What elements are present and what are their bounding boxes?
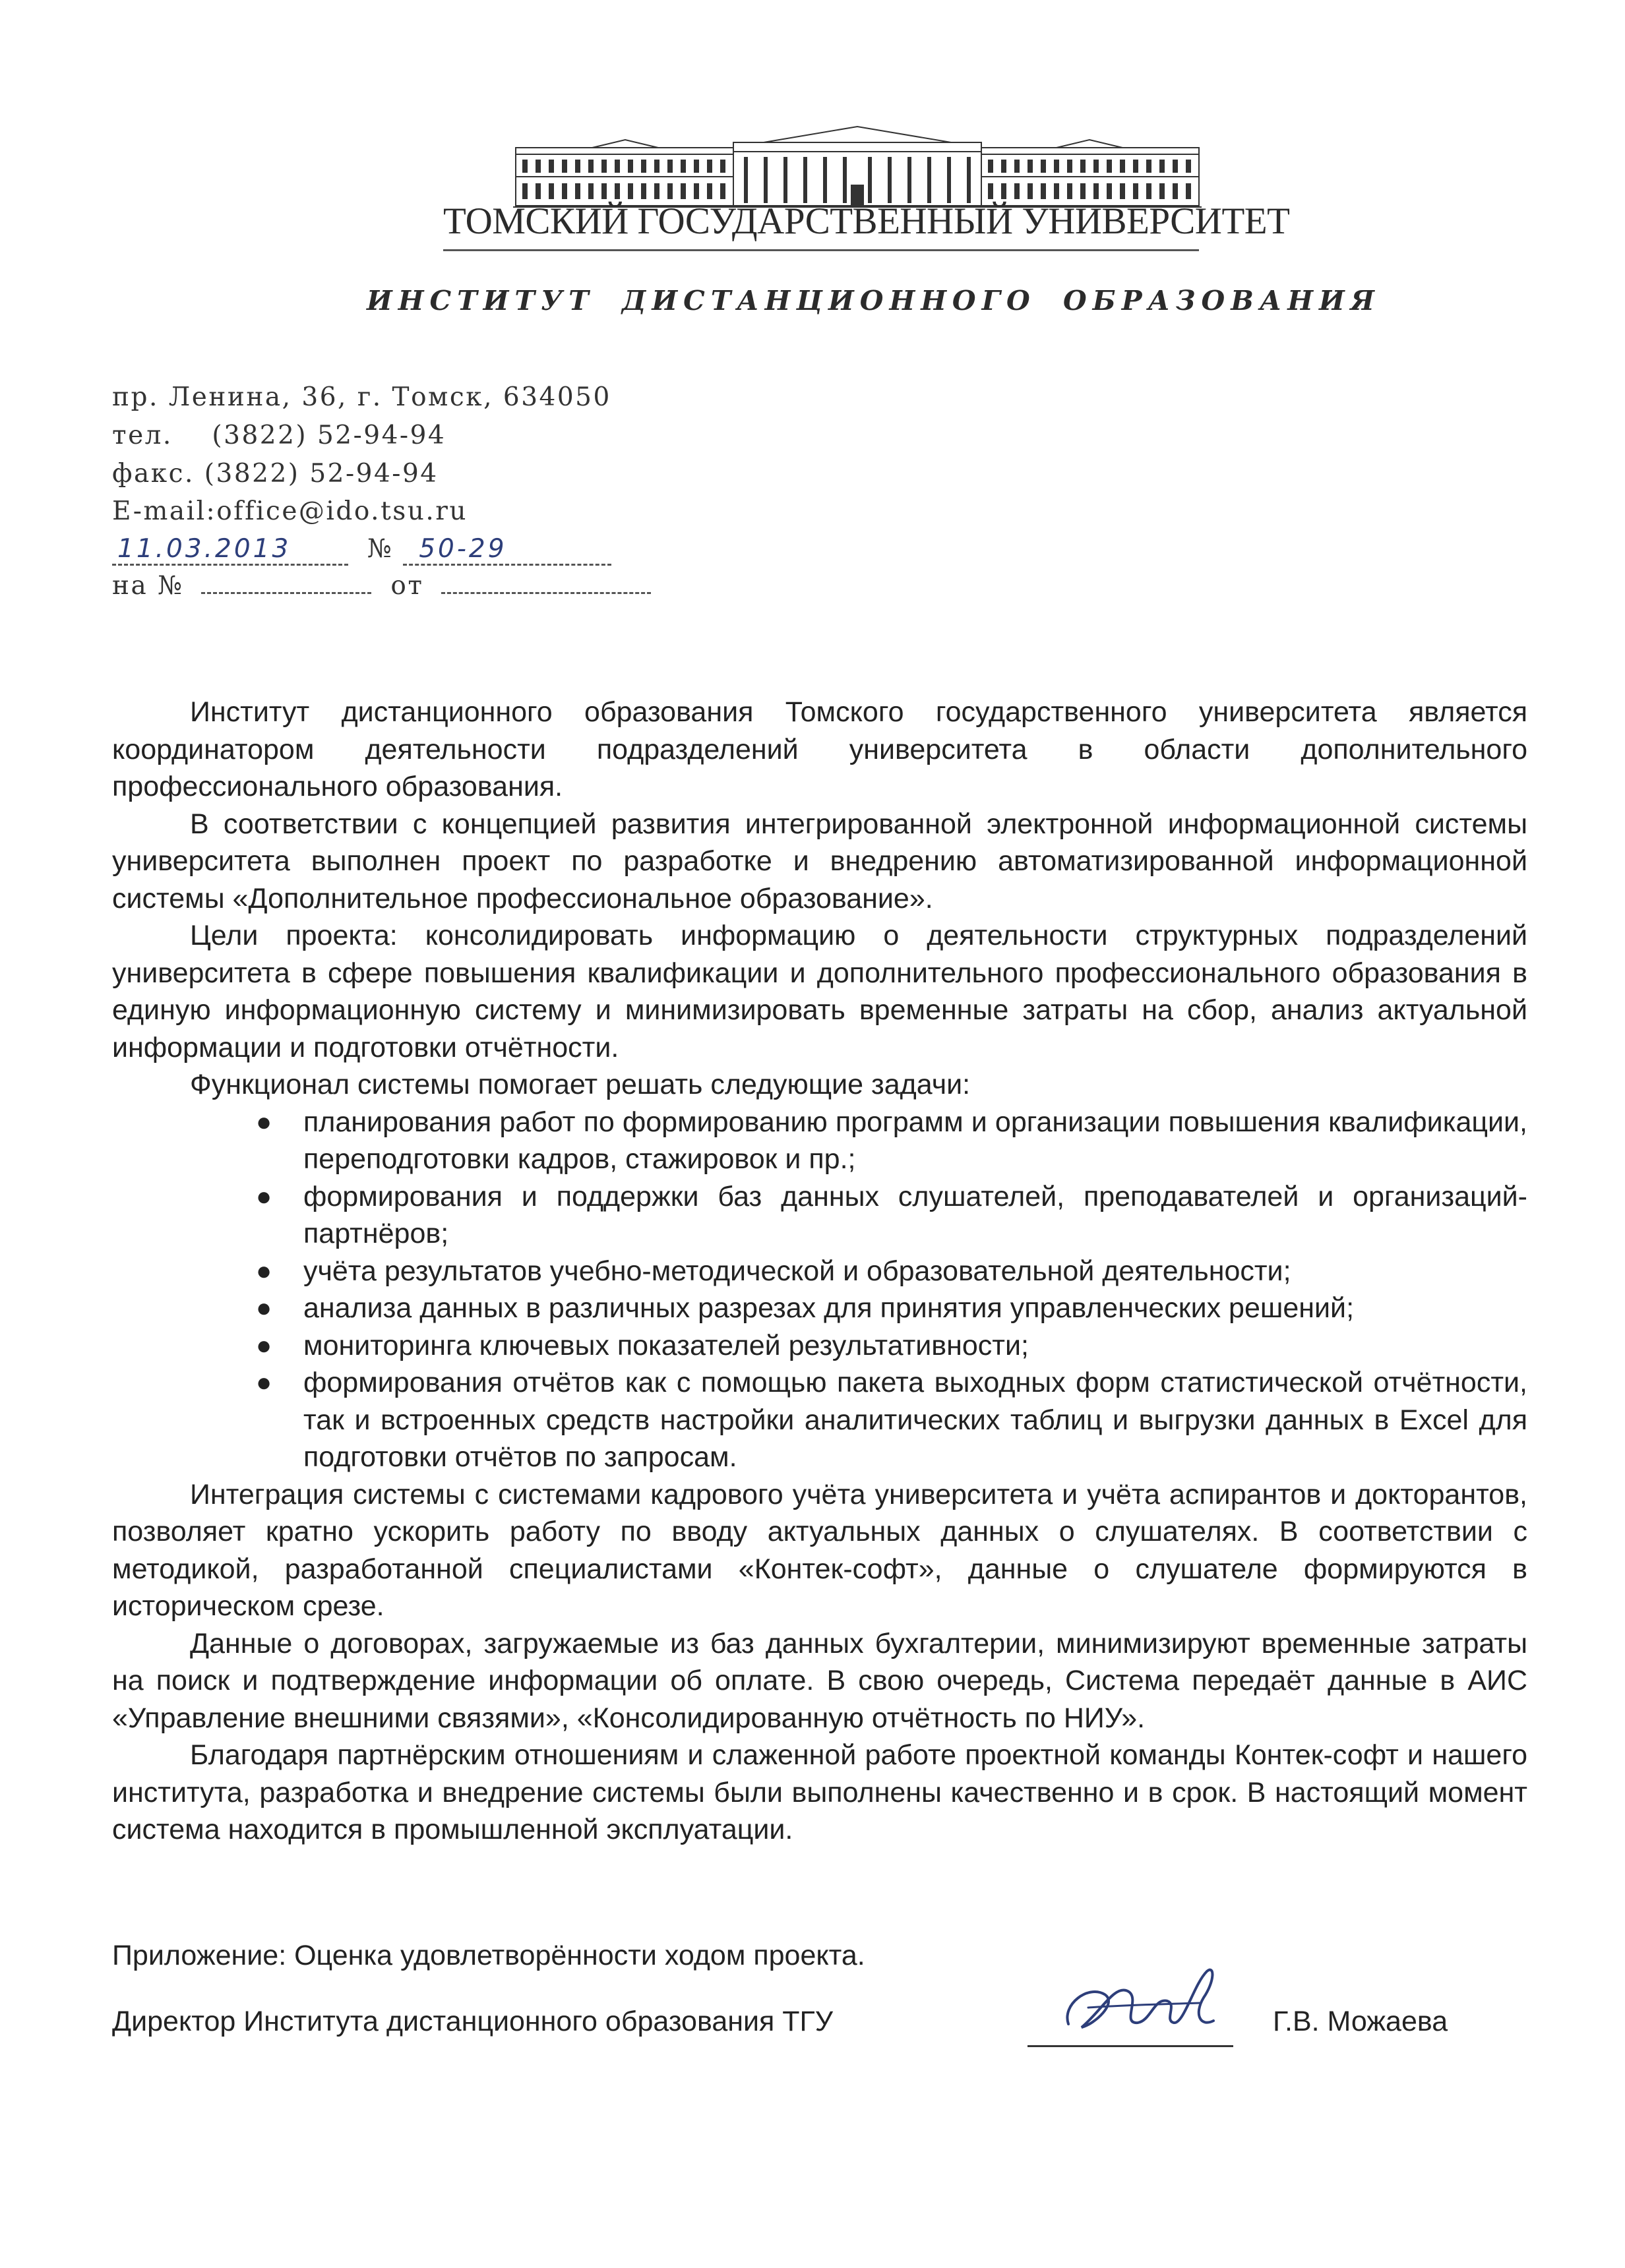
paragraph-4: Функционал системы помогает решать следующие задачи: — [190, 1069, 971, 1100]
outgoing-number-label: № — [367, 534, 394, 564]
list-item — [112, 1364, 1527, 1476]
incoming-number-label: на № — [112, 571, 184, 601]
list-item-text: формирования отчётов как с помощью пакета выходных форм статистической отчётности, так и встроенных средств настройки аналитических таблиц и выгрузки данных в Excel для подготовки отчётов по запросам. — [303, 1367, 1527, 1473]
paragraph-3: Цели проекта: консолидировать информацию о деятельности структурных подразделений университета в сфере повышения квалификации и дополнительного профессионального образования в единую информационную систему и минимизировать временные затраты на сбор, анализ актуальной информации и подготовки отчётности. — [112, 920, 1527, 1063]
bullet-icon: ● — [256, 1294, 272, 1323]
institute-name: ИНСТИТУТ ДИСТАНЦИОННОГО ОБРАЗОВАНИЯ — [367, 285, 1380, 316]
paragraph-1: Институт дистанционного образования Томского государственного университета является координатором деятельности подразделений университета в области дополнительного профессионального образования. — [112, 696, 1527, 802]
list-item — [112, 1253, 1527, 1290]
incoming-date-blank — [441, 592, 651, 594]
attachment-note: Приложение: Оценка удовлетворённости ходом проекта. — [112, 1940, 865, 1971]
list-item — [112, 1104, 1527, 1178]
list-item-text: учёта результатов учебно-методической и образовательной деятельности; — [303, 1255, 1291, 1287]
paragraph-7: Благодаря партнёрским отношениям и слаженной работе проектной команды Контек-софт и нашего института, разработка и внедрение системы были выполнены качественно и в срок. В настоящий момент система находится в промышленной эксплуатации. — [112, 1739, 1527, 1845]
address-fax: факс. (3822) 52-94-94 — [112, 459, 439, 489]
list-item-text: планирования работ по формированию программ и организации повышения квалификации, переподготовки кадров, стажировок и пр.; — [303, 1106, 1527, 1175]
address-email: E-mail:office@ido.tsu.ru — [112, 496, 468, 526]
address-street: пр. Ленина, 36, г. Томск, 634050 — [112, 382, 611, 412]
outgoing-registration — [112, 534, 611, 566]
list-item — [112, 1178, 1527, 1253]
list-item-text: формирования и поддержки баз данных слушателей, преподавателей и организаций-партнёров; — [303, 1180, 1527, 1249]
outgoing-date: 11.03.2013 — [112, 534, 348, 566]
incoming-number-blank — [201, 592, 371, 594]
list-item-text: мониторинга ключевых показателей результативности; — [303, 1329, 1029, 1361]
director-title: Директор Института дистанционного образования ТГУ — [112, 2006, 834, 2037]
address-phone: тел. (3822) 52-94-94 — [112, 421, 446, 450]
incoming-reference — [112, 571, 651, 601]
list-item-text: анализа данных в различных разрезах для принятия управленческих решений; — [303, 1292, 1355, 1324]
paragraph-6: Данные о договорах, загружаемые из баз данных бухгалтерии, минимизируют временные затраты на поиск и подтверждение информации об оплате. В свою очередь, Система передаёт данные в АИС «Управление внешними связями», «Консолидированную отчётность по НИУ». — [112, 1627, 1527, 1734]
bullet-icon: ● — [256, 1330, 272, 1360]
bullet-icon: ● — [256, 1181, 272, 1211]
university-name: ТОМСКИЙ ГОСУДАРСТВЕННЫЙ УНИВЕРСИТЕТ — [443, 200, 1290, 242]
signature-line — [1027, 2045, 1233, 2047]
letterhead-divider — [443, 249, 1199, 251]
outgoing-number: 50-29 — [403, 534, 611, 566]
list-item — [112, 1327, 1527, 1365]
letter-body — [112, 694, 1527, 1849]
bullet-icon: ● — [256, 1107, 272, 1137]
signer-name: Г.В. Можаева — [1273, 2006, 1448, 2037]
handwritten-signature — [1042, 1945, 1240, 2057]
list-item — [112, 1290, 1527, 1327]
bullet-icon: ● — [256, 1368, 272, 1397]
paragraph-2: В соответствии с концепцией развития интегрированной электронной информационной системы университета выполнен проект по разработке и внедрению автоматизированной информационной системы «Дополнительное профессиональное образование». — [112, 808, 1527, 914]
incoming-date-label: от — [390, 571, 424, 601]
paragraph-5: Интеграция системы с системами кадрового учёта университета и учёта аспирантов и докторантов, позволяет кратно ускорить работу по вводу актуальных данных о слушателях. В соответствии с методикой, разработанной специалистами «Контек-софт», данные о слушателе формируются в историческом срезе. — [112, 1478, 1527, 1622]
task-list — [112, 1104, 1527, 1476]
bullet-icon: ● — [256, 1256, 272, 1286]
